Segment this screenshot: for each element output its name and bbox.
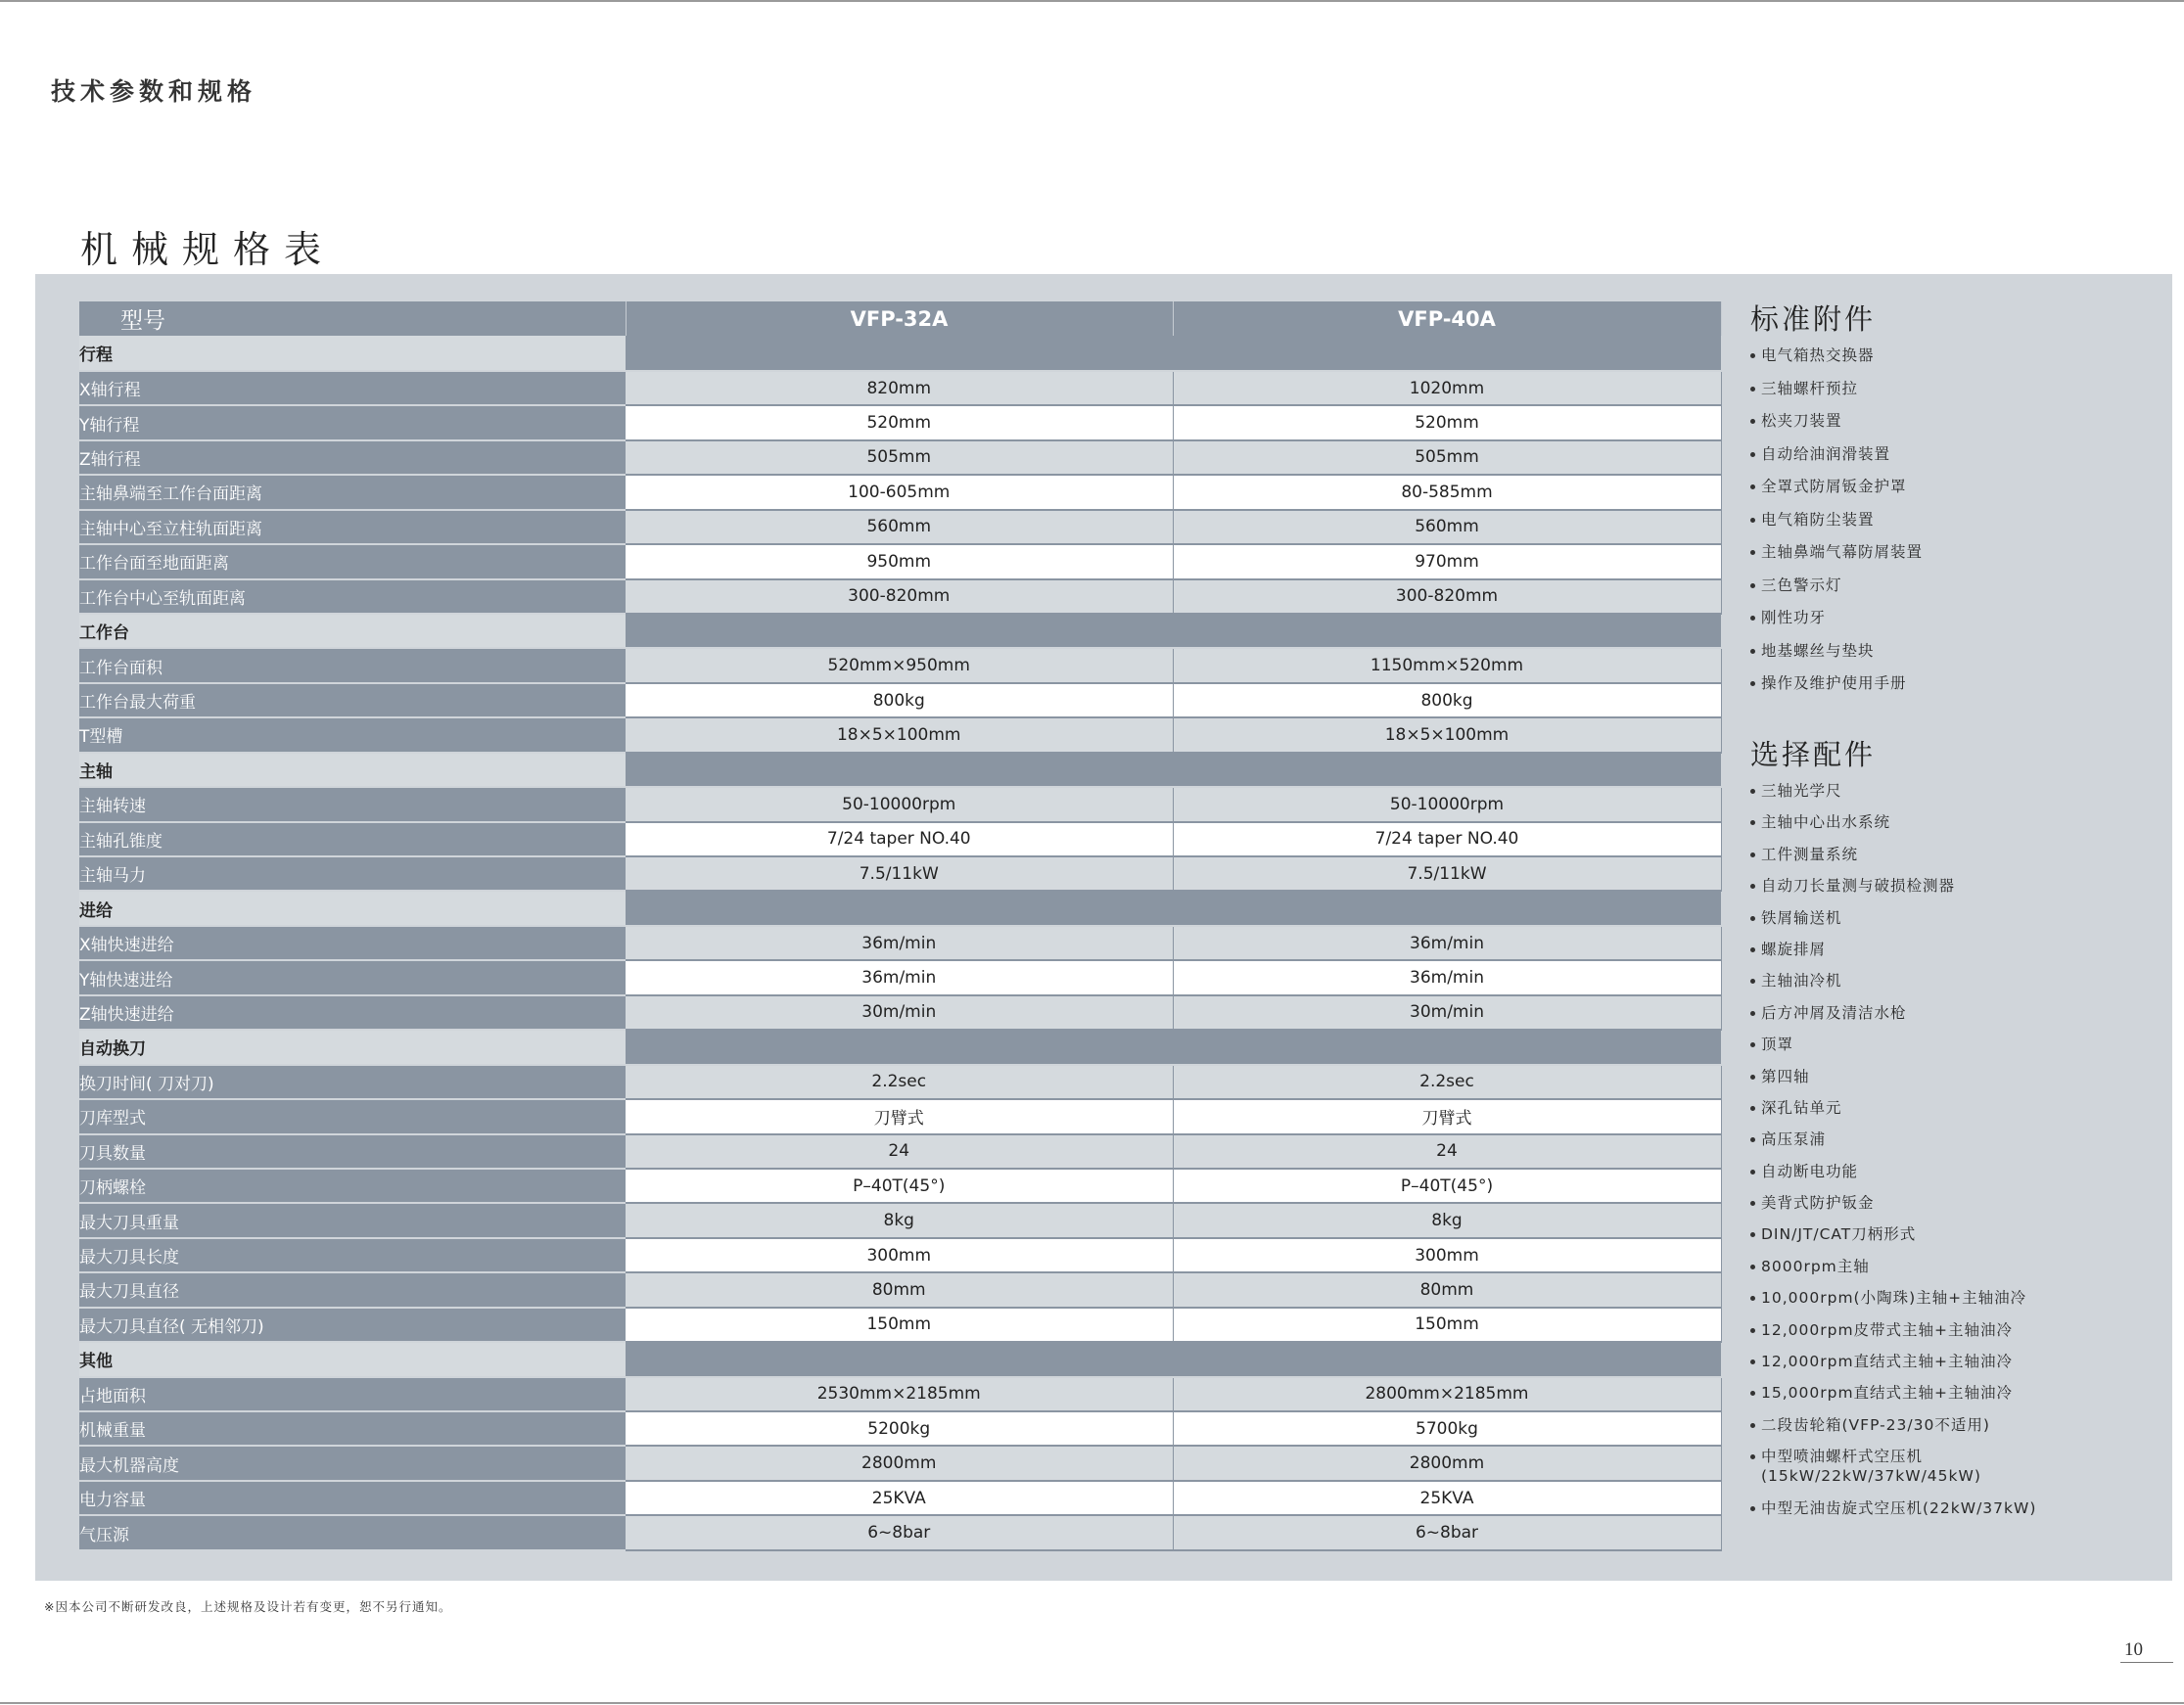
accessory-item-label: 主轴油冷机	[1761, 972, 1842, 991]
spec-row	[79, 717, 1721, 752]
model-a-header: VFP-32A	[626, 301, 1173, 336]
spec-row	[79, 510, 1721, 544]
accessory-item	[1750, 908, 2161, 928]
spec-value-model-b: 8kg	[1173, 1203, 1721, 1237]
spec-value-model-a: 950mm	[626, 544, 1173, 578]
spec-row	[79, 960, 1721, 994]
accessory-item-label: 中型喷油螺杆式空压机	[1761, 1448, 1924, 1466]
accessory-item-label: 深孔钻单元	[1761, 1098, 1842, 1117]
accessory-item-label: 全罩式防屑钣金护罩	[1761, 478, 1907, 495]
spec-value-model-b: 150mm	[1173, 1308, 1721, 1342]
spec-value-model-a: 2.2sec	[626, 1065, 1173, 1099]
spec-value-model-b: 36m/min	[1173, 926, 1721, 960]
accessory-item-label: 刚性功牙	[1761, 609, 1827, 626]
accessory-item	[1750, 673, 2161, 693]
accessory-item	[1750, 1224, 2161, 1244]
spec-row	[79, 1515, 1721, 1549]
spec-value-model-a: 36m/min	[626, 960, 1173, 994]
optional-accessories	[1750, 733, 2161, 1530]
spec-value-model-a: 50-10000rpm	[626, 787, 1173, 821]
spec-label: 刀柄螺栓	[79, 1169, 626, 1203]
spec-label: T型槽	[79, 717, 626, 752]
spec-value-model-a: 100-605mm	[626, 475, 1173, 509]
accessory-item	[1750, 1320, 2161, 1340]
spec-panel	[35, 274, 2172, 1581]
compressor-power-options: (15kW/22kW/37kW/45kW)	[1761, 1467, 1981, 1486]
spec-value-model-a: 7.5/11kW	[626, 856, 1173, 891]
spec-row	[79, 544, 1721, 578]
bottom-rule	[0, 1702, 2184, 1704]
accessory-item-label: 后方冲屑及清洁水枪	[1761, 1003, 1907, 1022]
category-row	[79, 1342, 1721, 1376]
spec-label: 最大机器高度	[79, 1446, 626, 1480]
spec-value-model-b: 5700kg	[1173, 1411, 1721, 1446]
accessory-item-label: 铁屑输送机	[1761, 908, 1842, 927]
category-row	[79, 614, 1721, 648]
spec-label: Z轴行程	[79, 440, 626, 475]
spec-value-model-a: 36m/min	[626, 926, 1173, 960]
spec-label: Y轴快速进给	[79, 960, 626, 994]
spec-row	[79, 1377, 1721, 1411]
accessory-item	[1750, 1383, 2161, 1403]
section-title: 技术参数和规格	[51, 77, 257, 106]
accessory-item	[1750, 510, 2161, 530]
spec-value-model-b: 1020mm	[1173, 371, 1721, 405]
spec-row	[79, 1272, 1721, 1307]
accessory-item	[1750, 641, 2161, 661]
spec-table-body	[79, 336, 1721, 1549]
spec-value-model-a: 560mm	[626, 510, 1173, 544]
accessory-item	[1750, 1193, 2161, 1213]
spec-value-model-b: 50-10000rpm	[1173, 787, 1721, 821]
accessory-item-label: 自动刀长量测与破损检测器	[1761, 877, 1956, 896]
spec-label: 主轴鼻端至工作台面距离	[79, 475, 626, 509]
spec-value-model-a: 820mm	[626, 371, 1173, 405]
optional-accessories-title: 选择配件	[1750, 738, 1877, 771]
spec-label: Y轴行程	[79, 405, 626, 439]
spec-value-model-b: 刀臂式	[1173, 1099, 1721, 1133]
table-header-row	[79, 301, 1721, 336]
spec-value-model-a: 刀臂式	[626, 1099, 1173, 1133]
spec-row	[79, 1446, 1721, 1480]
spec-row	[79, 1169, 1721, 1203]
spec-value-model-b: 2.2sec	[1173, 1065, 1721, 1099]
accessory-item-label: 第四轴	[1761, 1067, 1810, 1085]
spec-row	[79, 995, 1721, 1030]
spec-value-model-a: 18×5×100mm	[626, 717, 1173, 752]
spec-label: 刀库型式	[79, 1099, 626, 1133]
category-label: 主轴	[79, 753, 626, 787]
spec-label: 占地面积	[79, 1377, 626, 1411]
spec-row	[79, 405, 1721, 439]
spec-value-model-b: 25KVA	[1173, 1481, 1721, 1515]
spec-row	[79, 822, 1721, 856]
accessory-item-label: 主轴鼻端气幕防屑装置	[1761, 543, 1924, 561]
category-row	[79, 336, 1721, 370]
footnote: ※因本公司不断研发改良，上述规格及设计若有变更，恕不另行通知。	[44, 1599, 452, 1614]
spec-label: 最大刀具直径	[79, 1272, 626, 1307]
category-fill	[626, 753, 1721, 787]
spec-value-model-b: 7.5/11kW	[1173, 856, 1721, 891]
standard-accessories	[1750, 298, 2161, 707]
spec-label: 工作台最大荷重	[79, 683, 626, 717]
page-number-rule	[2120, 1662, 2173, 1663]
accessory-item	[1750, 845, 2161, 864]
spec-row	[79, 648, 1721, 682]
accessory-item-label: 二段齿轮箱(VFP-23/30不适用)	[1761, 1415, 1990, 1434]
accessory-item	[1750, 477, 2161, 496]
model-b-header: VFP-40A	[1173, 301, 1721, 336]
spec-row	[79, 856, 1721, 891]
accessory-item-label: 螺旋排屑	[1761, 940, 1827, 958]
spec-label: 电力容量	[79, 1481, 626, 1515]
spec-value-model-b: 2800mm×2185mm	[1173, 1377, 1721, 1411]
accessory-item-label: 10,000rpm(小陶珠)主轴+主轴油冷	[1761, 1289, 2027, 1308]
accessory-item-label: 三色警示灯	[1761, 576, 1842, 594]
spec-value-model-b: 6~8bar	[1173, 1515, 1721, 1549]
category-label: 工作台	[79, 614, 626, 648]
accessory-item	[1750, 1415, 2161, 1435]
accessory-item-label: 地基螺丝与垫块	[1761, 641, 1875, 660]
spec-value-model-b: 80-585mm	[1173, 475, 1721, 509]
category-fill	[626, 891, 1721, 925]
spec-value-model-a: 7/24 taper NO.40	[626, 822, 1173, 856]
accessory-item	[1750, 812, 2161, 832]
accessory-item	[1750, 1129, 2161, 1149]
accessory-item-label: 美背式防护钣金	[1761, 1194, 1875, 1213]
spec-label: 工作台面积	[79, 648, 626, 682]
category-fill	[626, 614, 1721, 648]
spec-row	[79, 1099, 1721, 1133]
accessory-item-label: 主轴中心出水系统	[1761, 813, 1891, 832]
spec-row	[79, 1411, 1721, 1446]
category-row	[79, 753, 1721, 787]
spec-value-model-a: 5200kg	[626, 1411, 1173, 1446]
spec-value-model-b: 2800mm	[1173, 1446, 1721, 1480]
accessory-item-label: 8000rpm主轴	[1761, 1257, 1870, 1275]
table-title: 机械规格表	[80, 228, 336, 271]
spec-value-model-a: 300mm	[626, 1238, 1173, 1272]
spec-row	[79, 1308, 1721, 1342]
spec-value-model-a: 25KVA	[626, 1481, 1173, 1515]
page-number: 10	[2124, 1639, 2143, 1660]
spec-value-model-b: 520mm	[1173, 405, 1721, 439]
spec-value-model-a: 6~8bar	[626, 1515, 1173, 1549]
optional-accessories-list	[1750, 781, 2161, 1518]
spec-table	[79, 301, 1722, 1551]
accessory-item-label: 操作及维护使用手册	[1761, 674, 1907, 692]
spec-value-model-a: 80mm	[626, 1272, 1173, 1307]
spec-row	[79, 787, 1721, 821]
accessory-item-label: 高压泵浦	[1761, 1130, 1827, 1149]
accessory-item	[1750, 1257, 2161, 1276]
accessory-item	[1750, 1162, 2161, 1181]
category-row	[79, 891, 1721, 925]
spec-row	[79, 1203, 1721, 1237]
accessory-item-label: 电气箱防尘装置	[1761, 510, 1875, 529]
accessory-item	[1750, 542, 2161, 562]
accessory-item	[1750, 1003, 2161, 1023]
spec-label: X轴快速进给	[79, 926, 626, 960]
spec-row	[79, 1481, 1721, 1515]
spec-label: X轴行程	[79, 371, 626, 405]
accessory-item-label: 工件测量系统	[1761, 845, 1859, 863]
accessory-item-label: DIN/JT/CAT刀柄形式	[1761, 1225, 1917, 1244]
category-fill	[626, 1342, 1721, 1376]
accessory-item	[1750, 781, 2161, 801]
spec-value-model-b: 30m/min	[1173, 995, 1721, 1030]
spec-value-model-a: 520mm×950mm	[626, 648, 1173, 682]
spec-label: 刀具数量	[79, 1134, 626, 1169]
accessory-item	[1750, 1288, 2161, 1308]
spec-label: Z轴快速进给	[79, 995, 626, 1030]
spec-value-model-b: 7/24 taper NO.40	[1173, 822, 1721, 856]
accessory-item-label: 15,000rpm直结式主轴+主轴油冷	[1761, 1384, 2014, 1403]
spec-row	[79, 475, 1721, 509]
spec-value-model-a: 505mm	[626, 440, 1173, 475]
spec-value-model-a: 8kg	[626, 1203, 1173, 1237]
spec-row	[79, 440, 1721, 475]
accessory-item-label: 电气箱热交换器	[1761, 346, 1875, 364]
accessory-item-label: 三轴光学尺	[1761, 782, 1842, 800]
spec-row	[79, 1238, 1721, 1272]
spec-value-model-b: 970mm	[1173, 544, 1721, 578]
spec-value-model-b: 24	[1173, 1134, 1721, 1169]
accessory-item-label: 顶罩	[1761, 1036, 1794, 1054]
spec-row	[79, 1134, 1721, 1169]
spec-label: 最大刀具直径( 无相邻刀)	[79, 1308, 626, 1342]
spec-label: 工作台面至地面距离	[79, 544, 626, 578]
accessory-item	[1750, 1352, 2161, 1371]
spec-label: 最大刀具重量	[79, 1203, 626, 1237]
spec-value-model-a: 24	[626, 1134, 1173, 1169]
spec-value-model-b: 80mm	[1173, 1272, 1721, 1307]
spec-row	[79, 926, 1721, 960]
accessory-item	[1750, 346, 2161, 365]
category-fill	[626, 336, 1721, 370]
spec-label: 机械重量	[79, 1411, 626, 1446]
accessory-item-label: 自动给油润滑装置	[1761, 444, 1891, 463]
accessory-item-label: 松夹刀装置	[1761, 412, 1842, 430]
standard-accessories-title: 标准附件	[1750, 302, 1877, 336]
accessory-item-label: 自动断电功能	[1761, 1162, 1859, 1180]
spec-value-model-a: 2530mm×2185mm	[626, 1377, 1173, 1411]
spec-value-model-a: P–40T(45°)	[626, 1169, 1173, 1203]
spec-value-model-b: 800kg	[1173, 683, 1721, 717]
spec-row	[79, 1065, 1721, 1099]
accessory-item	[1750, 1498, 2161, 1518]
spec-value-model-b: 1150mm×520mm	[1173, 648, 1721, 682]
spec-row	[79, 683, 1721, 717]
spec-value-model-a: 30m/min	[626, 995, 1173, 1030]
accessory-item-label: 12,000rpm直结式主轴+主轴油冷	[1761, 1353, 2014, 1371]
spec-label: 工作台中心至轨面距离	[79, 579, 626, 614]
top-rule	[0, 0, 2184, 2]
accessory-item	[1750, 444, 2161, 464]
accessory-item	[1750, 608, 2161, 627]
spec-row	[79, 371, 1721, 405]
spec-value-model-b: 300mm	[1173, 1238, 1721, 1272]
spec-label: 换刀时间( 刀对刀)	[79, 1065, 626, 1099]
category-label: 自动换刀	[79, 1030, 626, 1064]
spec-value-model-a: 300-820mm	[626, 579, 1173, 614]
category-fill	[626, 1030, 1721, 1064]
spec-value-model-b: 300-820mm	[1173, 579, 1721, 614]
accessory-item-label: 三轴螺杆预拉	[1761, 379, 1859, 397]
category-row	[79, 1030, 1721, 1064]
spec-value-model-b: 18×5×100mm	[1173, 717, 1721, 752]
spec-row	[79, 579, 1721, 614]
accessory-item	[1750, 576, 2161, 595]
accessory-item-label: 12,000rpm皮带式主轴+主轴油冷	[1761, 1320, 2014, 1339]
spec-label: 气压源	[79, 1515, 626, 1549]
accessory-item	[1750, 876, 2161, 896]
spec-label: 主轴孔锥度	[79, 822, 626, 856]
accessory-item	[1750, 940, 2161, 959]
spec-value-model-b: P–40T(45°)	[1173, 1169, 1721, 1203]
standard-accessories-list	[1750, 346, 2161, 693]
spec-value-model-a: 2800mm	[626, 1446, 1173, 1480]
accessory-item	[1750, 1035, 2161, 1054]
accessory-item	[1750, 411, 2161, 431]
spec-value-model-b: 36m/min	[1173, 960, 1721, 994]
accessory-item-label: 中型无油齿旋式空压机(22kW/37kW)	[1761, 1498, 2037, 1517]
spec-label: 主轴转速	[79, 787, 626, 821]
spec-value-model-b: 560mm	[1173, 510, 1721, 544]
spec-value-model-b: 505mm	[1173, 440, 1721, 475]
spec-value-model-a: 800kg	[626, 683, 1173, 717]
spec-value-model-a: 150mm	[626, 1308, 1173, 1342]
accessory-item	[1750, 1067, 2161, 1086]
model-header-label: 型号	[79, 301, 626, 336]
spec-label: 主轴中心至立柱轨面距离	[79, 510, 626, 544]
accessory-item	[1750, 971, 2161, 991]
spec-label: 最大刀具长度	[79, 1238, 626, 1272]
accessory-item	[1750, 1098, 2161, 1118]
category-label: 进给	[79, 891, 626, 925]
accessory-item	[1750, 1447, 2161, 1486]
spec-label: 主轴马力	[79, 856, 626, 891]
accessory-item	[1750, 379, 2161, 398]
category-label: 其他	[79, 1342, 626, 1376]
category-label: 行程	[79, 336, 626, 370]
spec-value-model-a: 520mm	[626, 405, 1173, 439]
